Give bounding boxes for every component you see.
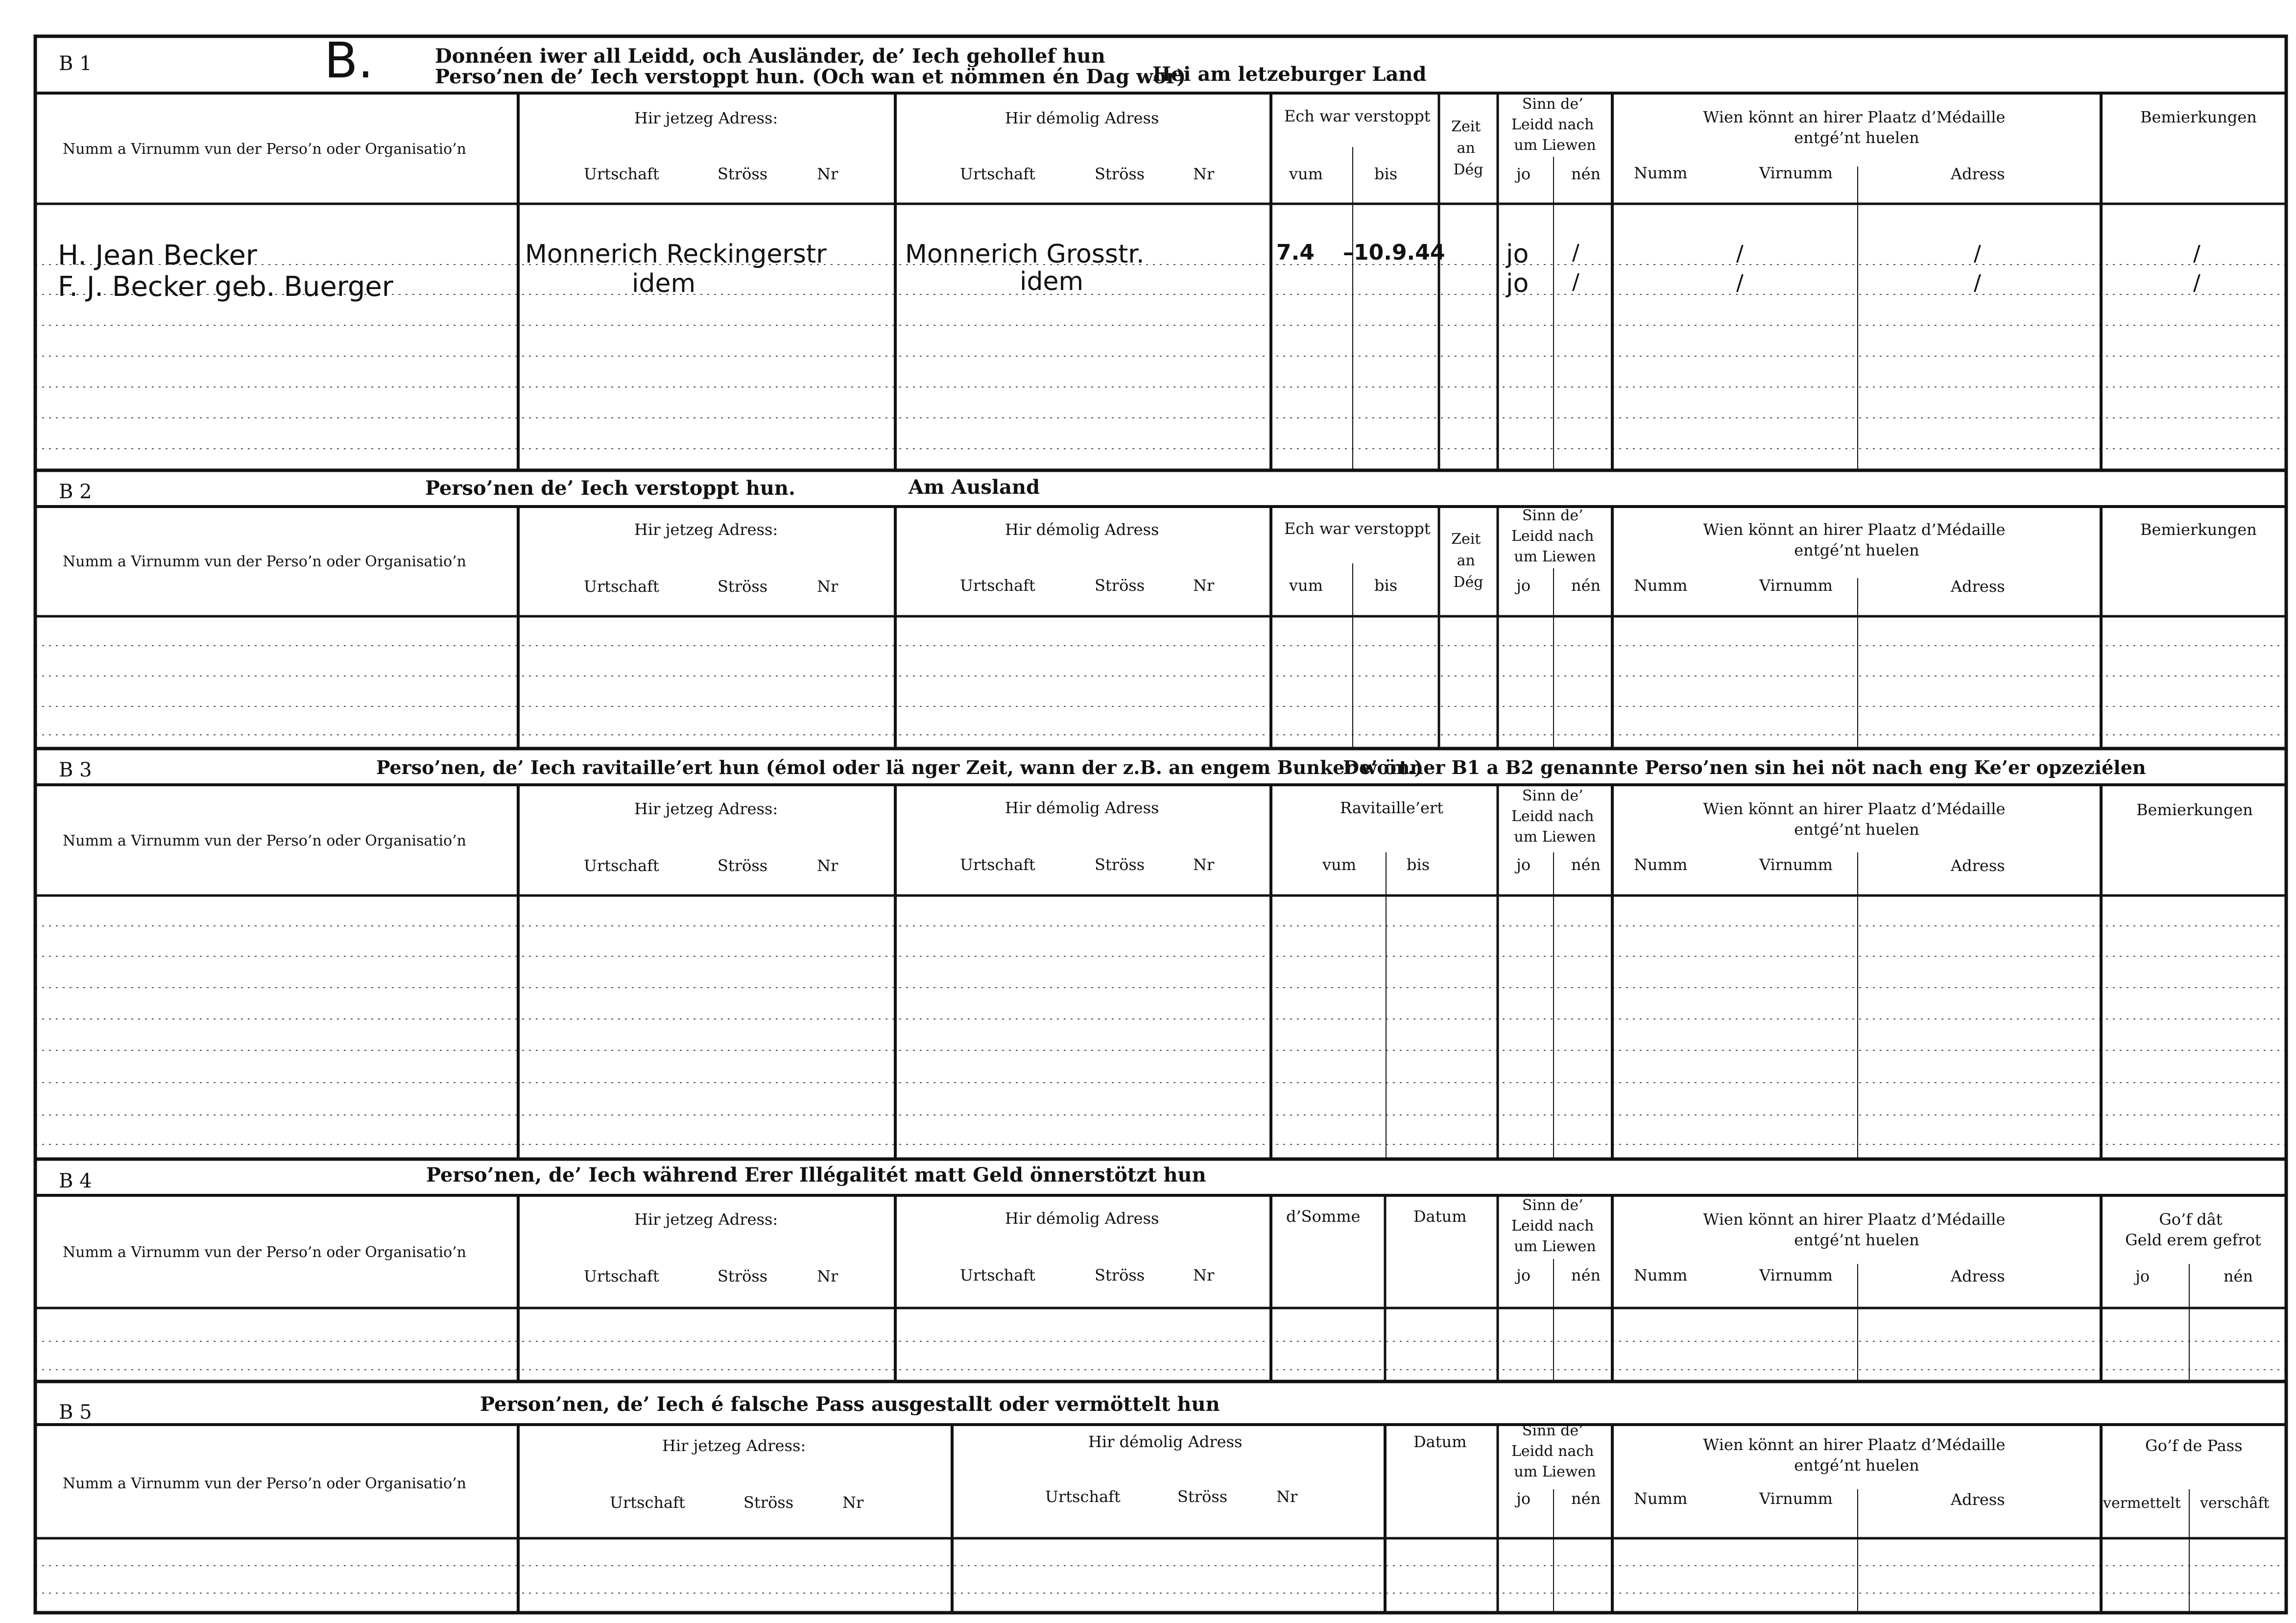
numm-label: Numm — [1634, 164, 1688, 182]
current-address-header: Hir jetzeg Adress: — [634, 799, 778, 818]
vermettelt-label: vermettelt — [2103, 1495, 2181, 1512]
section-id-b4: B 4 — [59, 1170, 92, 1192]
b1-entry-current-address: Monnerich Reckingerstr — [525, 240, 827, 269]
nr-label: Nr — [817, 165, 838, 183]
b1-entry-remark: / — [2193, 270, 2200, 295]
adress-label: Adress — [1951, 165, 2005, 183]
vum-label: vum — [1289, 165, 1323, 183]
section-id-b5: B 5 — [59, 1401, 92, 1424]
jo-label: jo — [1516, 1266, 1531, 1284]
former-address-header: Hir démolig Adress — [1005, 799, 1159, 817]
nr-label: Nr — [817, 577, 838, 596]
nen-label: nén — [1571, 576, 1601, 595]
bemierkungen-header: Bemierkungen — [2140, 520, 2257, 539]
page-letter: B. — [324, 32, 374, 89]
stross-label: Ströss — [1095, 855, 1145, 874]
stross-label: Ströss — [1095, 165, 1145, 183]
medal-header: Wien könnt an hirer Plaatz d’Médaille entgé’nt huelen — [1703, 1210, 2006, 1249]
gof-pass-header: Go’f de Pass — [2145, 1436, 2243, 1455]
urtschaft-label: Urtschaft — [584, 856, 659, 875]
nen-label: nén — [1571, 165, 1601, 183]
section-b1-title-line-2: Perso’nen de’ Iech verstoppt hun. (Och wan et nömmen én Dag wor) — [435, 65, 1186, 88]
b1-entry-row — [58, 267, 2200, 303]
former-address-header: Hir démolig Adress — [1005, 520, 1159, 539]
b1-entry-former-address: idem — [1020, 267, 1084, 296]
b1-entry-name: H. Jean Becker — [58, 240, 257, 271]
zeit-header: Zeit an Dég — [1451, 531, 1483, 591]
urtschaft-label: Urtschaft — [584, 577, 659, 596]
hidden-header: Ech war verstoppt — [1284, 519, 1431, 538]
name-column-header: Numm a Virnumm vun der Perso’n oder Organisatio’n — [63, 1475, 467, 1492]
bemierkungen-header: Bemierkungen — [2136, 800, 2253, 819]
nr-label: Nr — [1193, 165, 1215, 183]
virnumm-label: Virnumm — [1759, 1266, 1833, 1284]
ravitaille-header: Ravitaille’ert — [1340, 799, 1444, 817]
current-address-header: Hir jetzeg Adress: — [634, 109, 778, 127]
urtschaft-label: Urtschaft — [584, 1267, 659, 1285]
somme-header: d’Somme — [1286, 1207, 1361, 1226]
nen-label: nén — [1571, 1266, 1601, 1284]
virnumm-label: Virnumm — [1759, 164, 1833, 182]
gof-geld-header: Go’f dât Geld erem gefrot — [2125, 1210, 2261, 1249]
section-b5-title: Person’nen, de’ Iech é falsche Pass ausgestallt oder vermöttelt hun — [480, 1393, 1220, 1416]
nen-label: nén — [1571, 1489, 1601, 1508]
adress-label: Adress — [1951, 1267, 2005, 1285]
virnumm-label: Virnumm — [1759, 1489, 1833, 1508]
section-b3-title: Perso’nen, de’ Iech ravitaille’ert hun (émol oder lä nger Zeit, wann der z.B. an engem Bunker wort.) — [376, 756, 1423, 778]
section-b2-title: Perso’nen de’ Iech verstoppt hun. — [425, 477, 795, 500]
verschaft-label: verschâft — [2200, 1495, 2270, 1512]
nr-label: Nr — [817, 1267, 838, 1285]
numm-label: Numm — [1634, 576, 1688, 595]
alive-header: Sinn de’ Leidd nach um Liewen — [1511, 507, 1596, 565]
alive-header: Sinn de’ Leidd nach um Liewen — [1511, 787, 1596, 846]
name-column-header: Numm a Virnumm vun der Perso’n oder Organisatio’n — [63, 141, 467, 158]
stross-label: Ströss — [743, 1493, 794, 1512]
section-b3 — [35, 756, 2286, 1159]
jo-label: jo — [2135, 1267, 2150, 1285]
jo-label: jo — [1516, 1489, 1531, 1508]
current-address-header: Hir jetzeg Adress: — [662, 1436, 806, 1455]
zeit-header: Zeit an Dég — [1451, 118, 1483, 178]
b1-entry-medal-numm: / — [1736, 270, 1744, 295]
jo-label: jo — [1516, 855, 1531, 874]
nr-label: Nr — [1193, 576, 1215, 595]
nr-label: Nr — [1276, 1487, 1298, 1506]
medal-header: Wien könnt an hirer Plaatz d’Médaille entgé’nt huelen — [1703, 520, 2006, 559]
nen-label: nén — [2224, 1267, 2253, 1285]
section-id-b2: B 2 — [59, 481, 92, 503]
datum-header: Datum — [1413, 1432, 1467, 1451]
section-b3-subtitle: De’ önner B1 a B2 genannte Perso’nen sin hei nöt nach eng Ke’er opzeziélen — [1343, 756, 2146, 778]
numm-label: Numm — [1634, 855, 1688, 874]
section-b1 — [35, 32, 2286, 470]
former-address-header: Hir démolig Adress — [1005, 109, 1159, 127]
stross-label: Ströss — [1177, 1487, 1228, 1506]
stross-label: Ströss — [1095, 1266, 1145, 1284]
name-column-header: Numm a Virnumm vun der Perso’n oder Organisatio’n — [63, 832, 467, 849]
bis-label: bis — [1374, 165, 1398, 183]
nr-label: Nr — [842, 1493, 864, 1512]
b1-entry-alive-jo: jo — [1506, 269, 1529, 298]
adress-label: Adress — [1951, 577, 2005, 596]
b1-entry-hidden-to: –10.9.44 — [1343, 240, 1445, 265]
jo-label: jo — [1516, 576, 1531, 595]
urtschaft-label: Urtschaft — [584, 165, 659, 183]
b1-entry-current-address: idem — [632, 269, 696, 298]
b1-entry-medal-adress: / — [1974, 270, 1981, 295]
b1-entry-name: F. J. Becker geb. Buerger — [58, 271, 393, 303]
bis-label: bis — [1407, 855, 1430, 874]
b1-entry-alive-nen: / — [1572, 269, 1579, 294]
adress-label: Adress — [1951, 1490, 2005, 1509]
alive-header: Sinn de’ Leidd nach um Liewen — [1511, 1197, 1596, 1255]
section-b2 — [35, 476, 2286, 749]
virnumm-label: Virnumm — [1759, 855, 1833, 874]
urtschaft-label: Urtschaft — [960, 1266, 1035, 1284]
medal-header: Wien könnt an hirer Plaatz d’Médaille entgé’nt huelen — [1703, 108, 2006, 147]
former-address-header: Hir démolig Adress — [1088, 1432, 1243, 1451]
urtschaft-label: Urtschaft — [960, 576, 1035, 595]
b1-entry-remark: / — [2193, 241, 2200, 266]
adress-label: Adress — [1951, 856, 2005, 875]
datum-header: Datum — [1413, 1207, 1467, 1226]
nr-label: Nr — [817, 856, 838, 875]
section-b4-title: Perso’nen, de’ Iech während Erer Illégalitét matt Geld önnerstötzt hun — [426, 1163, 1206, 1187]
b1-entry-row — [58, 240, 2200, 271]
current-address-header: Hir jetzeg Adress: — [634, 520, 778, 539]
former-address-header: Hir démolig Adress — [1005, 1209, 1159, 1228]
section-id-b1: B 1 — [59, 52, 92, 75]
b1-entry-hidden-from: 7.4 — [1276, 240, 1315, 265]
b1-entry-medal-adress: / — [1974, 241, 1981, 266]
urtschaft-label: Urtschaft — [1045, 1487, 1121, 1506]
nen-label: nén — [1571, 855, 1601, 874]
stross-label: Ströss — [718, 577, 768, 596]
jo-label: jo — [1516, 165, 1531, 183]
vum-label: vum — [1289, 576, 1323, 595]
stross-label: Ströss — [718, 856, 768, 875]
medal-header: Wien könnt an hirer Plaatz d’Médaille entgé’nt huelen — [1703, 1435, 2006, 1475]
section-b5 — [35, 1393, 2286, 1613]
section-id-b3: B 3 — [59, 759, 92, 781]
numm-label: Numm — [1634, 1489, 1688, 1508]
b1-entry-medal-numm: / — [1736, 241, 1744, 266]
vum-label: vum — [1322, 855, 1357, 874]
stross-label: Ströss — [718, 165, 768, 183]
b1-entry-alive-jo: jo — [1506, 240, 1529, 269]
virnumm-label: Virnumm — [1759, 576, 1833, 595]
section-b1-title-line-1: Donnéen iwer all Leidd, och Ausländer, de’ Iech gehollef hun — [435, 45, 1105, 68]
urtschaft-label: Urtschaft — [960, 855, 1035, 874]
alive-header: Sinn de’ Leidd nach um Liewen — [1511, 96, 1596, 154]
section-b2-subtitle: Am Ausland — [909, 476, 1040, 499]
stross-label: Ströss — [1095, 576, 1145, 595]
alive-header: Sinn de’ Leidd nach um Liewen — [1511, 1422, 1596, 1480]
section-b4 — [35, 1163, 2286, 1381]
current-address-header: Hir jetzeg Adress: — [634, 1210, 778, 1229]
bis-label: bis — [1374, 576, 1398, 595]
bemierkungen-header: Bemierkungen — [2140, 108, 2257, 126]
urtschaft-label: Urtschaft — [960, 165, 1035, 183]
stross-label: Ströss — [718, 1267, 768, 1285]
numm-label: Numm — [1634, 1266, 1688, 1284]
nr-label: Nr — [1193, 1266, 1215, 1284]
nr-label: Nr — [1193, 855, 1215, 874]
name-column-header: Numm a Virnumm vun der Perso’n oder Organisatio’n — [63, 553, 467, 570]
hidden-header: Ech war verstoppt — [1284, 107, 1431, 125]
b1-entry-former-address: Monnerich Grosstr. — [905, 240, 1145, 269]
medal-header: Wien könnt an hirer Plaatz d’Médaille entgé’nt huelen — [1703, 799, 2006, 839]
urtschaft-label: Urtschaft — [610, 1493, 685, 1512]
name-column-header: Numm a Virnumm vun der Perso’n oder Organisatio’n — [63, 1244, 467, 1261]
b1-entry-alive-nen: / — [1572, 240, 1579, 265]
section-b1-subtitle: Hei am letzeburger Land — [1152, 63, 1427, 86]
